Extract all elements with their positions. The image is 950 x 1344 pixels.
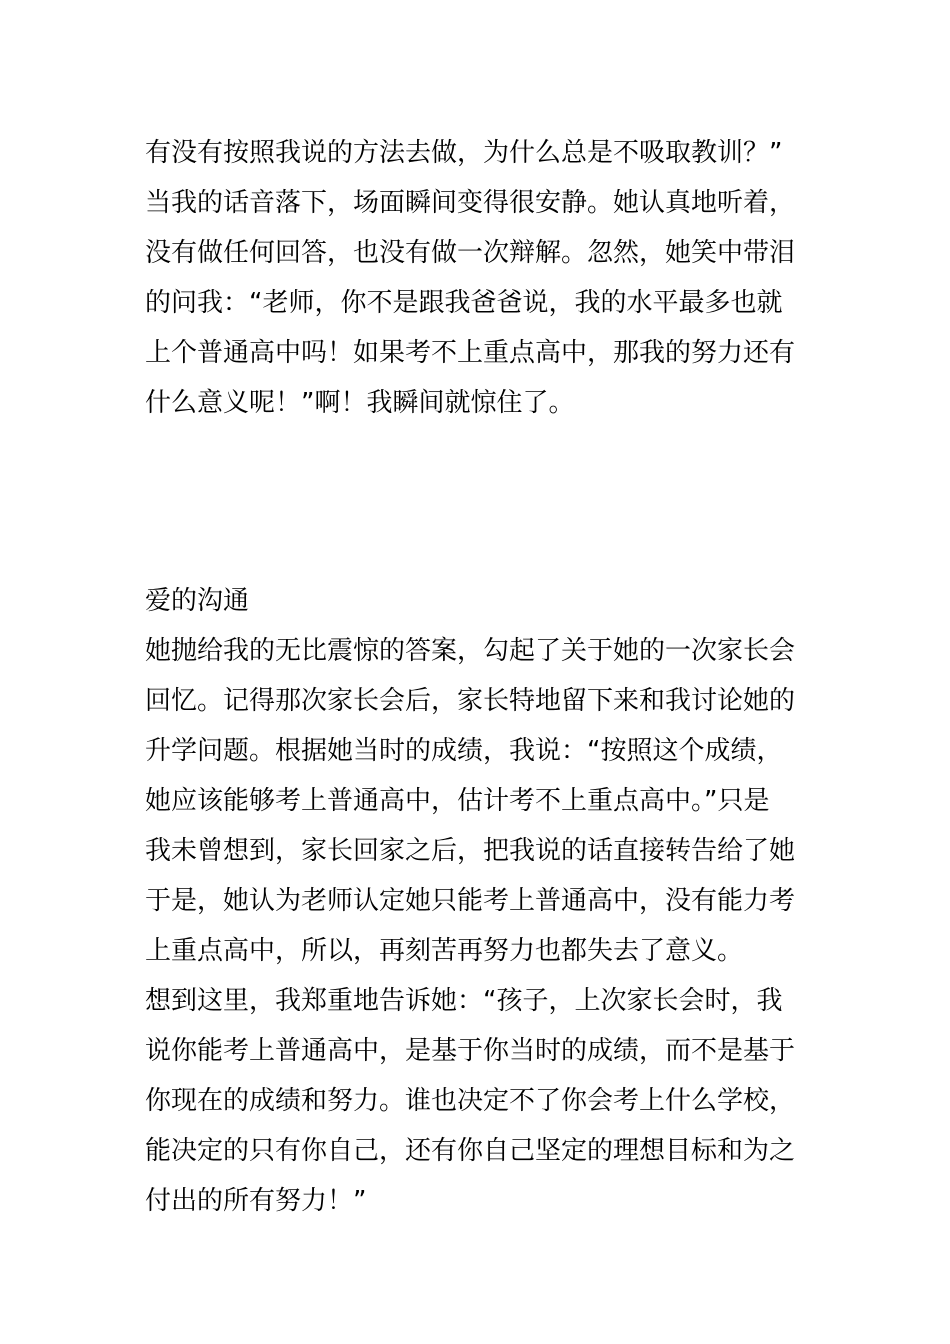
section-heading: 爱的沟通 <box>145 586 250 616</box>
text-line: 什么意义呢！”啊！我瞬间就惊住了。 <box>145 388 575 418</box>
text-line: 当我的话音落下，场面瞬间变得很安静。她认真地听着， <box>145 188 796 218</box>
text-line: 付出的所有努力！” <box>145 1186 367 1216</box>
paragraph-block-1 <box>145 128 815 428</box>
text-line: 有没有按照我说的方法去做，为什么总是不吸取教训？” <box>145 138 783 168</box>
paragraph-block-2 <box>145 576 815 1226</box>
text-line: 上重点高中，所以，再刻苦再努力也都失去了意义。 <box>145 936 744 966</box>
text-line: 上个普通高中吗！如果考不上重点高中，那我的努力还有 <box>145 338 796 368</box>
text-line: 她抛给我的无比震惊的答案，勾起了关于她的一次家长会 <box>145 636 796 666</box>
text-line: 升学问题。根据她当时的成绩，我说：“按照这个成绩， <box>145 736 783 766</box>
text-line: 她应该能够考上普通高中，估计考不上重点高中。”只是 <box>145 786 770 816</box>
text-line: 想到这里，我郑重地告诉她：“孩子，上次家长会时，我 <box>145 986 783 1016</box>
text-line: 没有做任何回答，也没有做一次辩解。忽然，她笑中带泪 <box>145 238 796 268</box>
text-line: 能决定的只有你自己，还有你自己坚定的理想目标和为之 <box>145 1136 796 1166</box>
text-line: 于是，她认为老师认定她只能考上普通高中，没有能力考 <box>145 886 796 916</box>
text-line: 说你能考上普通高中，是基于你当时的成绩，而不是基于 <box>145 1036 796 1066</box>
text-line: 你现在的成绩和努力。谁也决定不了你会考上什么学校， <box>145 1086 796 1116</box>
text-line: 回忆。记得那次家长会后，家长特地留下来和我讨论她的 <box>145 686 796 716</box>
text-line: 的问我：“老师，你不是跟我爸爸说，我的水平最多也就 <box>145 288 783 318</box>
text-line: 我未曾想到，家长回家之后，把我说的话直接转告给了她 <box>145 836 796 866</box>
